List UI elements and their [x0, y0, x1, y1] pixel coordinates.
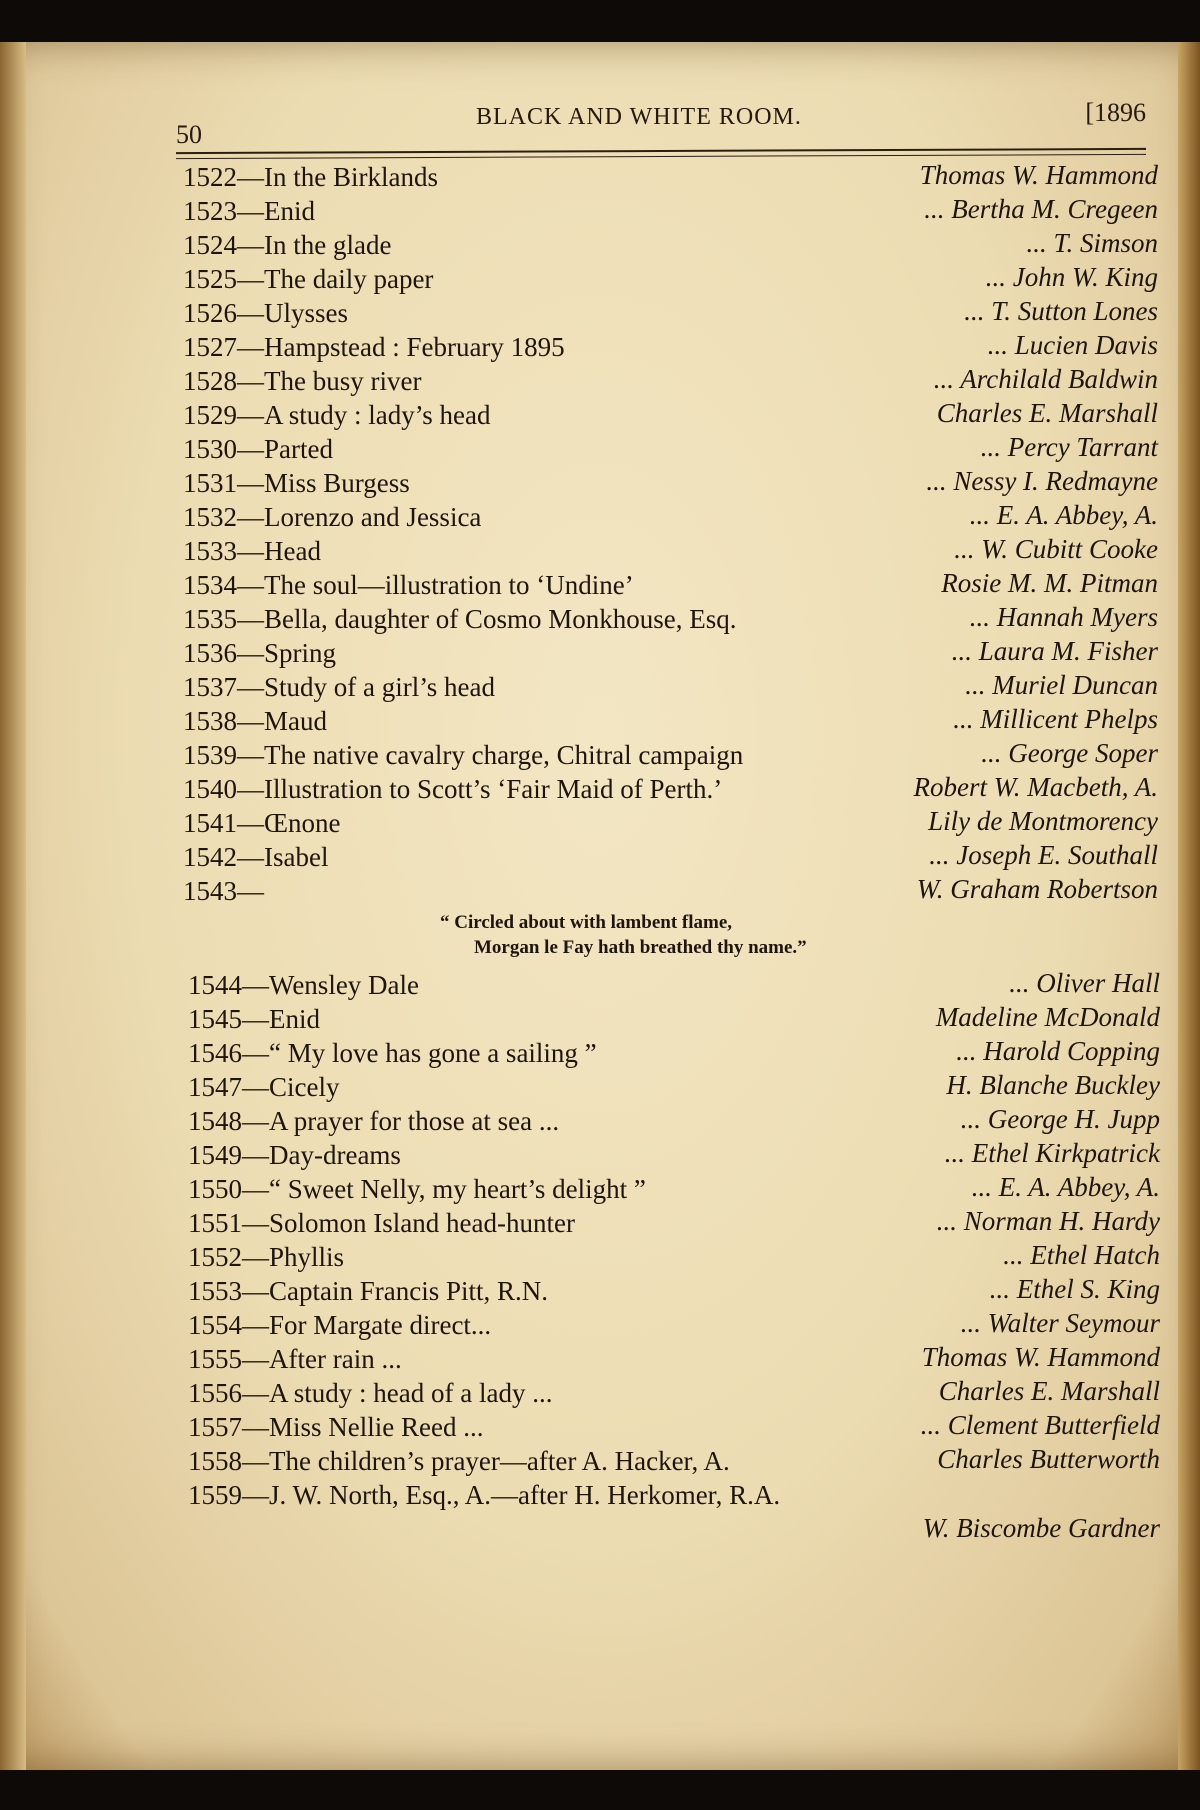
- entry-title: 1542—Isabel: [183, 842, 329, 872]
- catalogue-entry: [183, 772, 1158, 806]
- entry-title: 1541—Œnone: [183, 808, 341, 838]
- catalogue-entry: [183, 602, 1158, 636]
- entry-title: 1534—The soul—illustration to ‘Undine’: [183, 570, 634, 600]
- entry-artist: ... Lucien Davis: [987, 330, 1158, 360]
- background-bottom: [0, 1770, 1200, 1810]
- page-number: 50: [176, 120, 202, 149]
- entry-artist: ... Archilald Baldwin: [933, 364, 1158, 394]
- entry-artist: ... Millicent Phelps: [953, 704, 1158, 734]
- entry-artist: ... Bertha M. Cregeen: [924, 194, 1158, 224]
- entry-artist: ... John W. King: [985, 262, 1158, 292]
- catalogue-list-1: [183, 160, 1158, 908]
- entry-title: 1523—Enid: [183, 196, 315, 226]
- catalogue-entry: [183, 806, 1158, 840]
- entry-artist: Charles E. Marshall: [938, 1376, 1160, 1406]
- entry-artist: ... E. A. Abbey, A.: [969, 500, 1158, 530]
- catalogue-entry: [183, 670, 1158, 704]
- catalogue-entry: [188, 1104, 1160, 1138]
- entry-title: 1531—Miss Burgess: [183, 468, 410, 498]
- catalogue-entry: [183, 636, 1158, 670]
- entry-artist: ... Oliver Hall: [1009, 968, 1160, 998]
- catalogue-entry: [188, 1308, 1160, 1342]
- entry-title: 1535—Bella, daughter of Cosmo Monkhouse, Esq.: [183, 604, 737, 634]
- final-artist: W. Biscombe Gardner: [922, 1513, 1160, 1543]
- entry-artist: ... Percy Tarrant: [980, 432, 1158, 462]
- entry-title: 1529—A study : lady’s head: [183, 400, 491, 430]
- entry-title: 1533—Head: [183, 536, 321, 566]
- catalogue-entry: [183, 398, 1158, 432]
- entry-title: 1558—The children’s prayer—after A. Hacker, A.: [188, 1446, 730, 1476]
- entry-title: 1544—Wensley Dale: [188, 970, 420, 1000]
- entry-title: 1553—Captain Francis Pitt, R.N.: [188, 1276, 548, 1306]
- catalogue-entry: [188, 1070, 1160, 1104]
- catalogue-entry: [188, 1376, 1160, 1410]
- entry-title: 1537—Study of a girl’s head: [183, 672, 495, 702]
- entry-title: 1539—The native cavalry charge, Chitral campaign: [183, 740, 744, 770]
- catalogue-entry: [183, 466, 1158, 500]
- catalogue-entry: [183, 738, 1158, 772]
- catalogue-entry: [183, 228, 1158, 262]
- entry-title: 1527—Hampstead : February 1895: [183, 332, 565, 362]
- entry-artist: ... T. Sutton Lones: [964, 296, 1158, 326]
- catalogue-entry: [183, 194, 1158, 228]
- entry-artist: H. Blanche Buckley: [946, 1070, 1160, 1100]
- entry-title: 1526—Ulysses: [183, 298, 349, 328]
- catalogue-entry: [188, 1138, 1160, 1172]
- entry-artist: ... Nessy I. Redmayne: [926, 466, 1158, 496]
- catalogue-entry: [183, 568, 1158, 602]
- entry-artist: ... George Soper: [981, 738, 1158, 768]
- entry-artist: ... Clement Butterfield: [920, 1410, 1160, 1440]
- entry-artist: ... T. Simson: [1026, 228, 1158, 258]
- catalogue-entry: [188, 1342, 1160, 1376]
- entry-artist: ... Harold Copping: [956, 1036, 1160, 1066]
- catalogue-entry: [183, 534, 1158, 568]
- entry-title: 1551—Solomon Island head-hunter: [188, 1208, 575, 1238]
- entry-title: 1555—After rain ...: [188, 1344, 402, 1374]
- entry-title: 1546—“ My love has gone a sailing ”: [188, 1038, 597, 1068]
- entry-title: 1548—A prayer for those at sea ...: [188, 1106, 560, 1136]
- entry-artist: Thomas W. Hammond: [919, 160, 1158, 190]
- entry-artist: Thomas W. Hammond: [921, 1342, 1160, 1372]
- catalogue-entry: [188, 1410, 1160, 1444]
- catalogue-entry: [188, 1206, 1160, 1240]
- entry-artist: Robert W. Macbeth, A.: [913, 772, 1158, 802]
- catalogue-entry: [188, 1240, 1160, 1274]
- quote-line-2: Morgan le Fay hath breathed thy name.”: [474, 937, 807, 958]
- book-spine: [1178, 42, 1200, 1770]
- entry-title: 1547—Cicely: [188, 1072, 340, 1102]
- entry-artist: ... Walter Seymour: [960, 1308, 1160, 1338]
- catalogue-entry: [188, 1478, 1160, 1512]
- entry-title: 1554—For Margate direct...: [188, 1310, 492, 1340]
- entry-title: 1522—In the Birklands: [183, 162, 438, 192]
- catalogue-list-2: [188, 968, 1160, 1512]
- entry-artist: ... Muriel Duncan: [965, 670, 1158, 700]
- entry-title: 1549—Day-dreams: [188, 1140, 401, 1170]
- catalogue-entry: [183, 840, 1158, 874]
- entry-title: 1525—The daily paper: [183, 264, 434, 294]
- entry-artist: ... Joseph E. Southall: [929, 840, 1158, 870]
- entry-title: 1532—Lorenzo and Jessica: [183, 502, 482, 532]
- entry-artist: ... Laura M. Fisher: [951, 636, 1158, 666]
- header-year: [1896: [1085, 98, 1146, 127]
- catalogue-entry: [188, 1002, 1160, 1036]
- entry-artist: ... W. Cubitt Cooke: [954, 534, 1158, 564]
- entry-title: 1559—J. W. North, Esq., A.—after H. Herkomer, R.A.: [188, 1480, 781, 1510]
- catalogue-entry: [188, 1172, 1160, 1206]
- entry-title: 1538—Maud: [183, 706, 327, 736]
- entry-artist: ... Hannah Myers: [969, 602, 1158, 632]
- entry-title: 1557—Miss Nellie Reed ...: [188, 1412, 484, 1442]
- entry-artist: Charles Butterworth: [937, 1444, 1160, 1474]
- page-edge-left: [0, 42, 26, 1770]
- catalogue-entry: [188, 968, 1160, 1002]
- entry-title: 1540—Illustration to Scott’s ‘Fair Maid of Perth.’: [183, 774, 723, 804]
- running-title: BLACK AND WHITE ROOM.: [476, 104, 802, 130]
- catalogue-entry: [183, 704, 1158, 738]
- catalogue-entry: [188, 1274, 1160, 1308]
- catalogue-entry: [183, 262, 1158, 296]
- entry-title: 1552—Phyllis: [188, 1242, 345, 1272]
- entry-title: 1550—“ Sweet Nelly, my heart’s delight ”: [188, 1174, 646, 1204]
- entry-artist: Lily de Montmorency: [928, 806, 1158, 836]
- page-header: [176, 98, 1146, 149]
- entry-title: 1528—The busy river: [183, 366, 422, 396]
- catalogue-entry: [183, 296, 1158, 330]
- entry-title: 1536—Spring: [183, 638, 337, 668]
- catalogue-entry: [183, 330, 1158, 364]
- entry-title: 1524—In the glade: [183, 230, 392, 260]
- entry-artist: ... Norman H. Hardy: [936, 1206, 1160, 1236]
- entry-title: 1545—Enid: [188, 1004, 320, 1034]
- catalogue-entry: [183, 874, 1158, 908]
- quote-line-1: “ Circled about with lambent flame,: [440, 912, 733, 933]
- entry-artist: ... Ethel Hatch: [1003, 1240, 1160, 1270]
- epigraph-quote: [440, 910, 807, 960]
- entry-artist: ... Ethel Kirkpatrick: [944, 1138, 1160, 1168]
- catalogue-entry: [188, 1036, 1160, 1070]
- entry-title: 1556—A study : head of a lady ...: [188, 1378, 553, 1408]
- catalogue-entry: [183, 364, 1158, 398]
- catalogue-entry: [183, 432, 1158, 466]
- entry-artist: Charles E. Marshall: [936, 398, 1158, 428]
- entry-artist: Madeline McDonald: [935, 1002, 1160, 1032]
- entry-artist: ... George H. Jupp: [960, 1104, 1160, 1134]
- catalogue-entry: [183, 500, 1158, 534]
- catalogue-entry: [188, 1444, 1160, 1478]
- catalogue-entry: [183, 160, 1158, 194]
- entry-artist: ... E. A. Abbey, A.: [971, 1172, 1160, 1202]
- entry-artist: Rosie M. M. Pitman: [941, 568, 1158, 598]
- entry-artist: ... Ethel S. King: [989, 1274, 1160, 1304]
- entry-artist: W. Graham Robertson: [916, 874, 1158, 904]
- entry-title: 1543—: [183, 876, 264, 906]
- entry-title: 1530—Parted: [183, 434, 333, 464]
